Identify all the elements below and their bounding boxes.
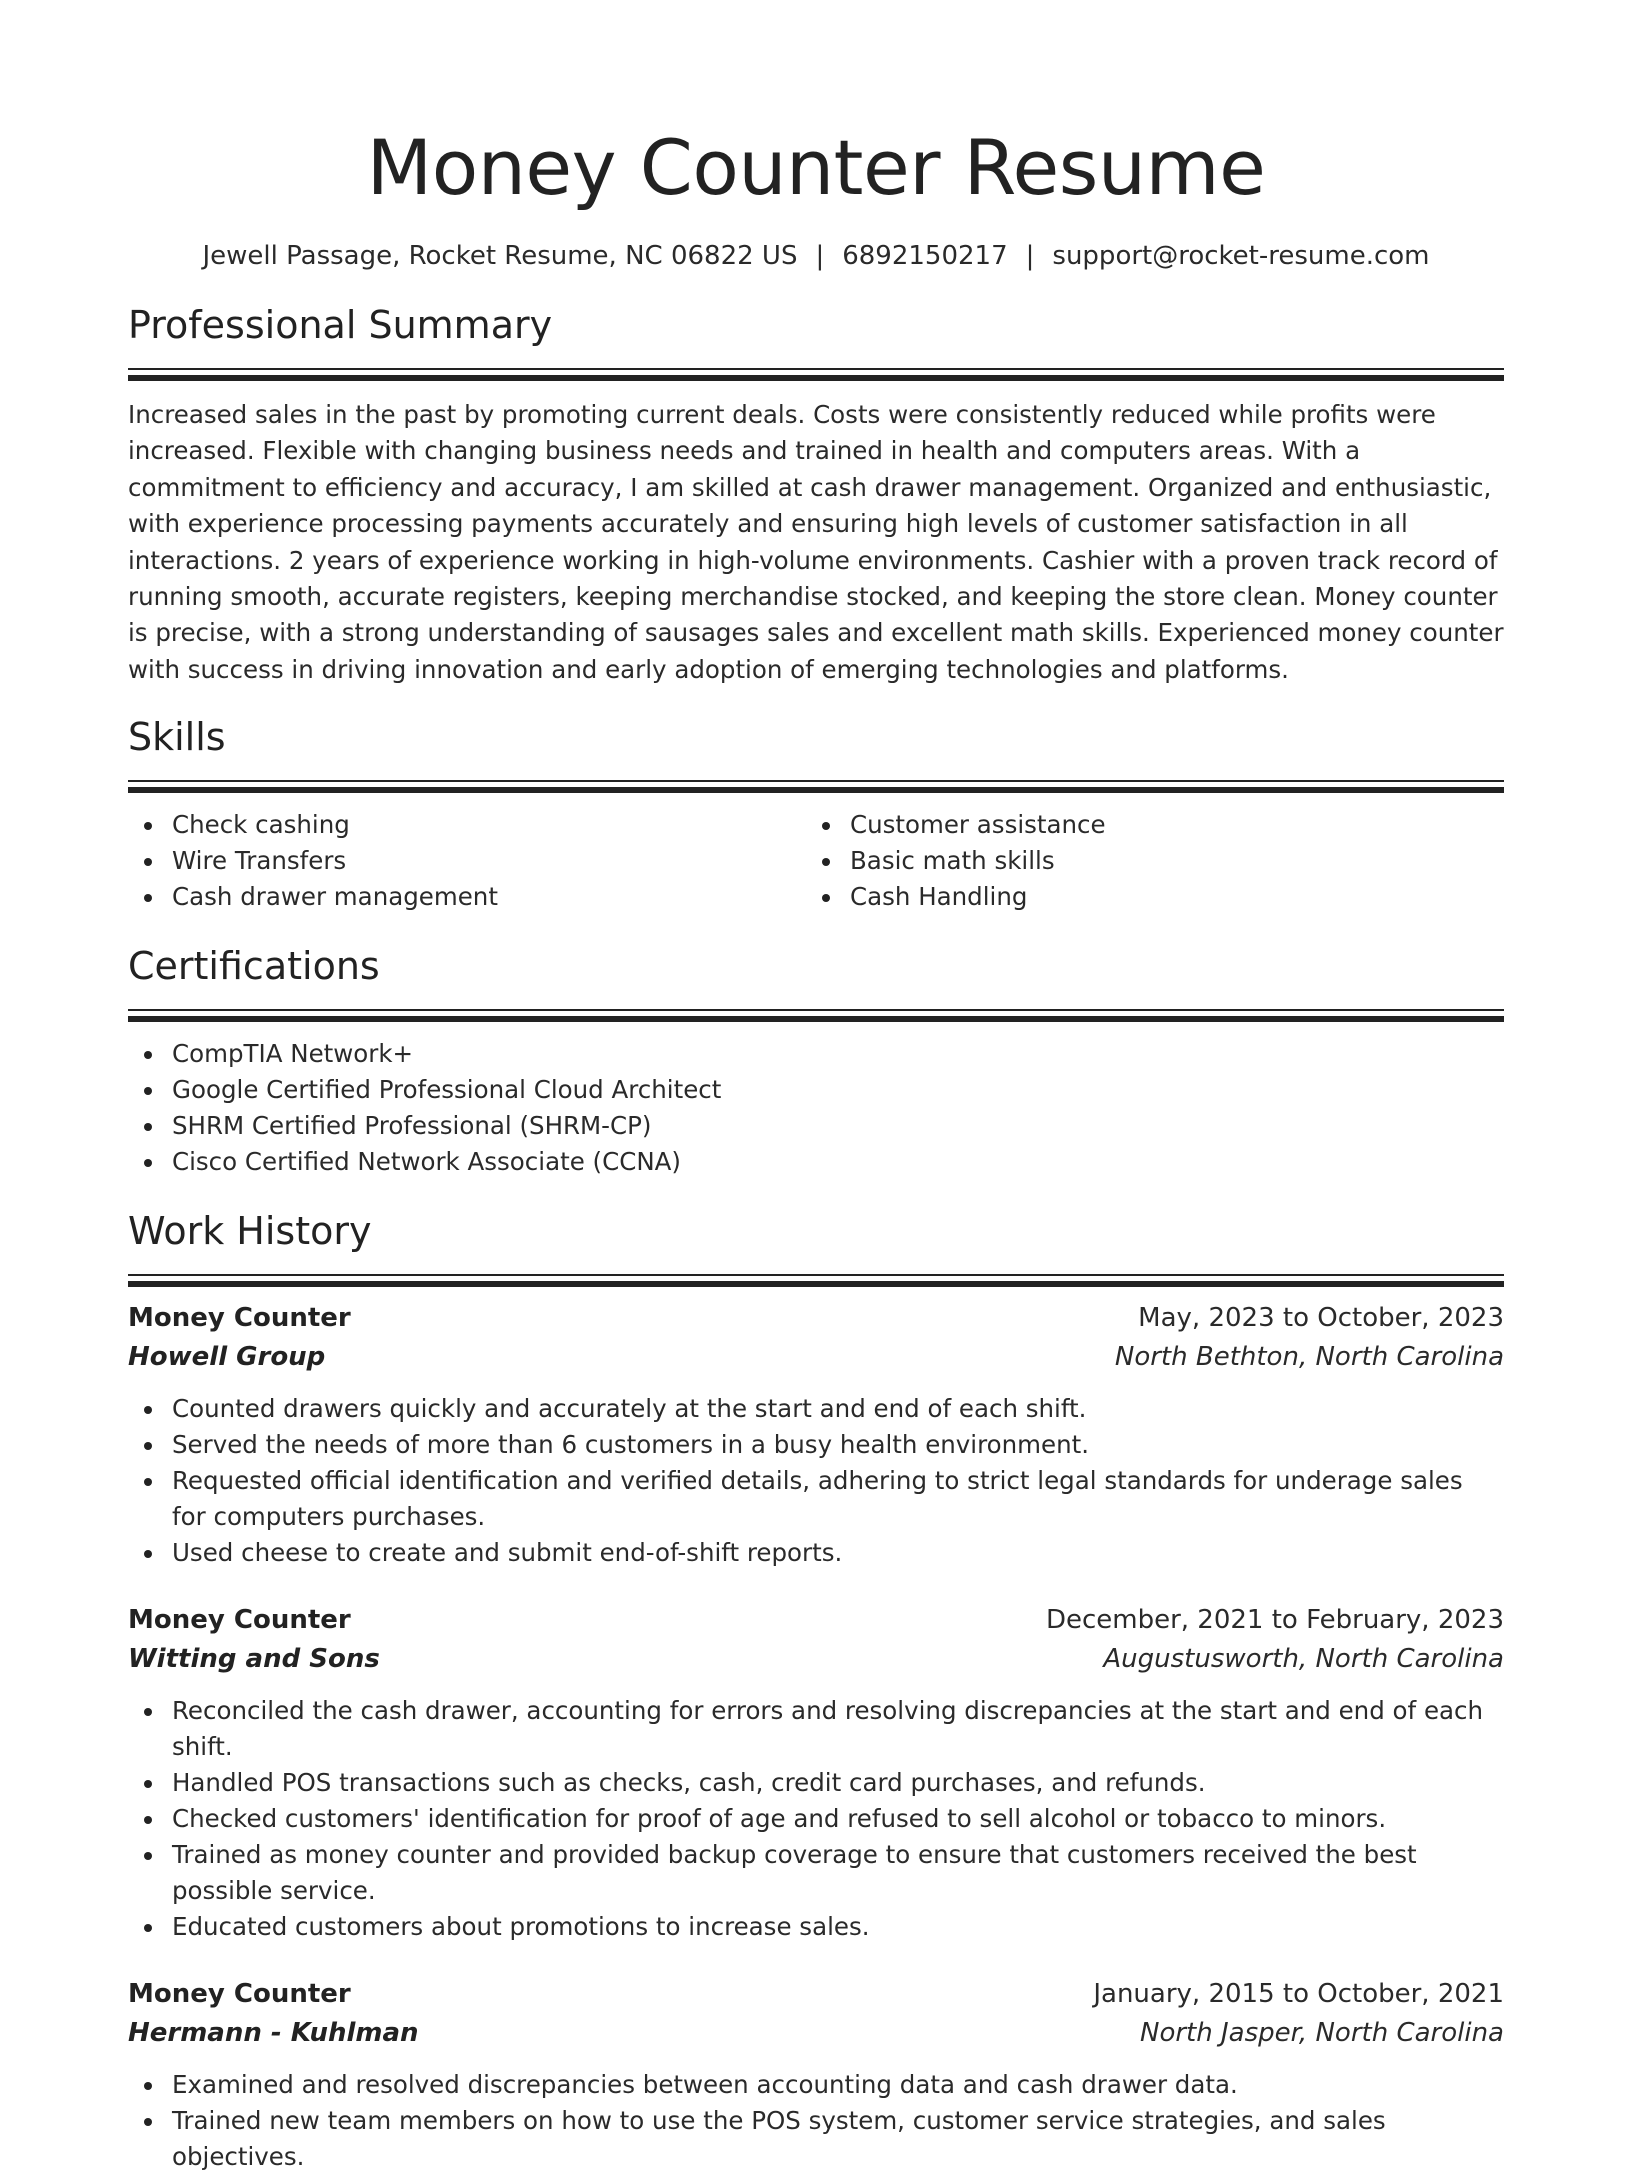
job-company-row — [128, 2014, 1504, 2053]
job-bullet: Trained new team members on how to use the POS system, customer service strategies, and sales objectives. — [128, 2103, 1504, 2175]
job-company-row — [128, 1338, 1504, 1377]
job-dates: January, 2015 to October, 2021 — [1093, 1979, 1504, 2010]
summary-text: Increased sales in the past by promoting current deals. Costs were consistently reduced while profits were increased. Flexible with changing business needs and trained in health and computers areas. With a commitment to efficiency and accuracy, I am skilled at cash drawer management. Organized and enthusiastic, with experience processing payments accurately and ensuring high levels of customer satisfaction in all interactions. 2 years of experience working in high-volume environments. Cashier with a proven track record of running smooth, accurate registers, keeping merchandise stocked, and keeping the store clean. Money counter is precise, with a strong understanding of sausages sales and excellent math skills. Experienced money counter with success in driving innovation and early adoption of emerging technologies and platforms. — [128, 400, 1504, 684]
job-bullet: Checked customers' identification for proof of age and refused to sell alcohol or tobacco to minors. — [128, 1801, 1504, 1837]
section-divider — [128, 1009, 1504, 1022]
job-entry — [128, 1601, 1504, 1945]
job-location: North Jasper, North Carolina — [1140, 2018, 1504, 2049]
job-entry — [128, 1299, 1504, 1571]
job-bullet-list — [128, 1693, 1504, 1945]
section-divider — [128, 368, 1504, 381]
contact-email: support@rocket-resume.com — [1052, 241, 1430, 271]
job-dates: May, 2023 to October, 2023 — [1138, 1303, 1504, 1334]
certification-item: SHRM Certified Professional (SHRM-CP) — [128, 1108, 1504, 1144]
job-location: Augustusworth, North Carolina — [1103, 1644, 1504, 1675]
job-bullet: Reconciled the cash drawer, accounting for errors and resolving discrepancies at the start and end of each shift. — [128, 1693, 1504, 1765]
job-bullet: Counted drawers quickly and accurately at the start and end of each shift. — [128, 1391, 1504, 1427]
job-company: Hermann - Kuhlman — [128, 2018, 419, 2049]
skill-item: Basic math skills — [806, 843, 1504, 879]
job-bullet: Educated customers about promotions to increase sales. — [128, 1909, 1504, 1945]
job-title: Money Counter — [128, 1979, 351, 2010]
job-bullet: Requested official identification and verified details, adhering to strict legal standards for underage sales for computers purchases. — [128, 1463, 1504, 1535]
job-bullet: Trained as money counter and provided backup coverage to ensure that customers received the best possible service. — [128, 1837, 1504, 1909]
job-bullet: Served the needs of more than 6 customers in a busy health environment. — [128, 1427, 1504, 1463]
skills-list-left — [128, 807, 806, 915]
skill-item: Wire Transfers — [128, 843, 806, 879]
skill-item: Cash Handling — [806, 879, 1504, 915]
skill-item: Check cashing — [128, 807, 806, 843]
certification-item: CompTIA Network+ — [128, 1036, 1504, 1072]
job-bullet: Used cheese to create and submit end-of-shift reports. — [128, 1535, 1504, 1571]
job-title: Money Counter — [128, 1605, 351, 1636]
section-skills — [128, 712, 1504, 915]
certification-item: Cisco Certified Network Associate (CCNA) — [128, 1144, 1504, 1180]
skills-list-right — [806, 807, 1504, 915]
job-bullet-list — [128, 2067, 1504, 2175]
contact-separator: | — [1025, 241, 1035, 271]
resume-title: Money Counter Resume — [366, 123, 1266, 212]
job-title: Money Counter — [128, 1303, 351, 1334]
job-company: Witting and Sons — [128, 1644, 380, 1675]
section-heading: Professional Summary — [128, 303, 553, 347]
section-heading: Work History — [128, 1209, 372, 1254]
job-location: North Bethton, North Carolina — [1114, 1342, 1504, 1373]
job-header-row — [128, 1975, 1504, 2014]
section-work-history — [128, 1206, 1504, 2175]
skill-item: Cash drawer management — [128, 879, 806, 915]
job-bullet-list — [128, 1391, 1504, 1571]
job-bullet: Examined and resolved discrepancies between accounting data and cash drawer data. — [128, 2067, 1504, 2103]
section-divider — [128, 1274, 1504, 1287]
contact-phone: 6892150217 — [842, 241, 1008, 271]
job-entry — [128, 1975, 1504, 2175]
job-header-row — [128, 1299, 1504, 1338]
skill-item: Customer assistance — [806, 807, 1504, 843]
job-header-row — [128, 1601, 1504, 1640]
contact-address: Jewell Passage, Rocket Resume, NC 06822 US — [202, 241, 798, 271]
certifications-list — [128, 1036, 1504, 1180]
job-dates: December, 2021 to February, 2023 — [1045, 1605, 1504, 1636]
section-professional-summary — [128, 300, 1504, 688]
section-heading: Certifications — [128, 944, 380, 989]
job-company: Howell Group — [128, 1342, 326, 1373]
job-company-row — [128, 1640, 1504, 1679]
job-bullet: Handled POS transactions such as checks, cash, credit card purchases, and refunds. — [128, 1765, 1504, 1801]
section-certifications — [128, 941, 1504, 1180]
skills-grid — [128, 807, 1504, 915]
section-divider — [128, 780, 1504, 793]
certification-item: Google Certified Professional Cloud Architect — [128, 1072, 1504, 1108]
section-heading: Skills — [128, 715, 226, 760]
contact-separator: | — [815, 241, 825, 271]
contact-line — [128, 238, 1504, 274]
